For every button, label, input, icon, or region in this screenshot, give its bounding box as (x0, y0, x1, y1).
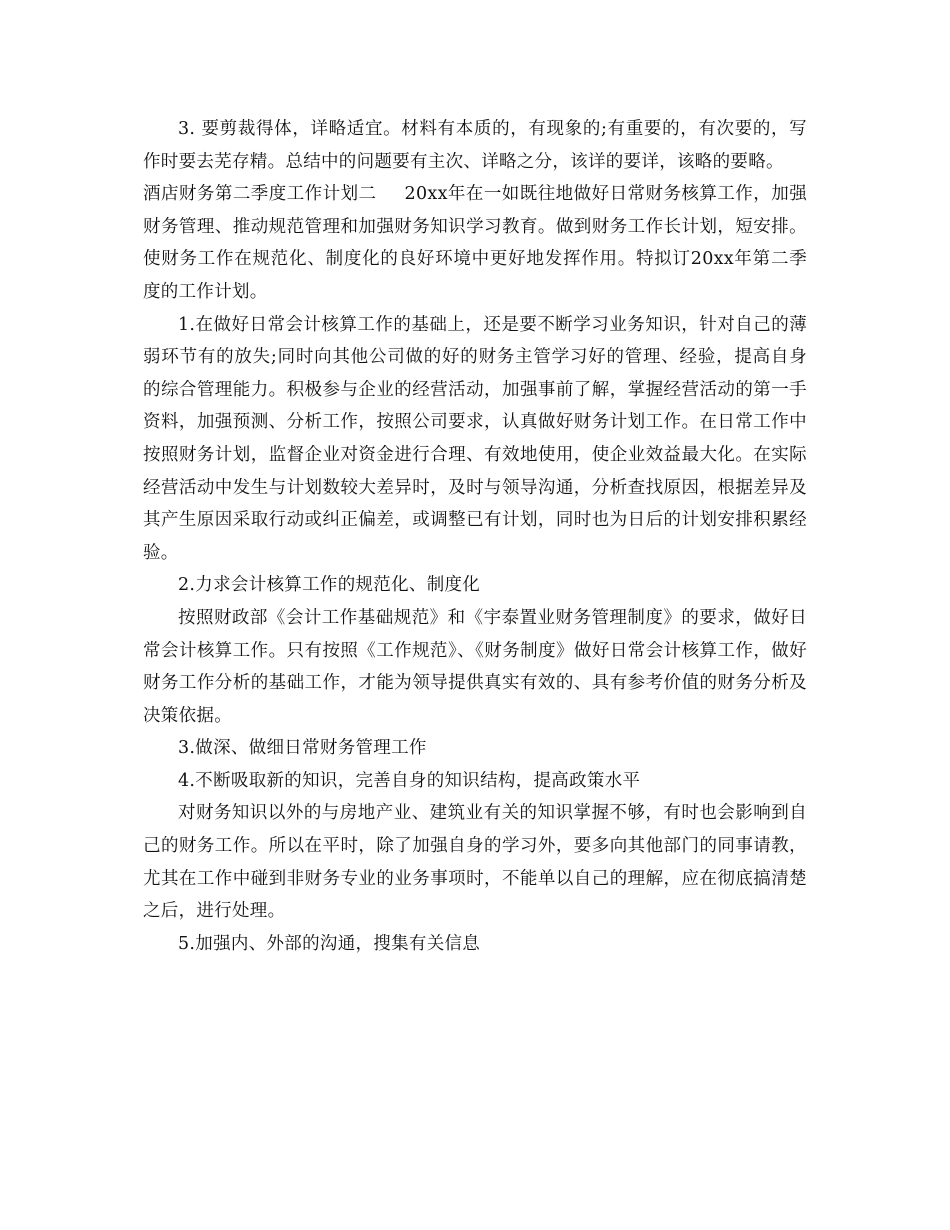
paragraph-item-1: 1.在做好日常会计核算工作的基础上，还是要不断学习业务知识，针对自己的薄弱环节有的放失;同时向其他公司做的好的财务主管学习好的管理、经验，提高自身的综合管理能力。积极参与企业的经营活动，加强事前了解，掌握经营活动的第一手资料，加强预测、分析工作，按照公司要求，认真做好财务计划工作。在日常工作中按照财务计划，监督企业对资金进行合理、有效地使用，使企业效益最大化。在实际经营活动中发生与计划数较大差异时，及时与领导沟通，分析查找原因，根据差异及其产生原因采取行动或纠正偏差，或调整已有计划，同时也为日后的计划安排积累经验。 (143, 314, 807, 563)
paragraph-item-5-heading: 5.加强内、外部的沟通，搜集有关信息 (178, 933, 481, 954)
paragraph-editing-tip: 3. 要剪裁得体，详略适宜。材料有本质的，有现象的;有重要的，有次要的，写作时要去芜存精。总结中的问题要有主次、详略之分，该详的要详，该略的要略。 (143, 119, 807, 172)
plan-intro-text: 20xx年在一如既往地做好日常财务核算工作，加强财务管理、推动规范管理和加强财务知识学习教育。做到财务工作长计划，短安排。使财务工作在规范化、制度化的良好环境中更好地发挥作用。特拟订20xx年第二季度的工作计划。 (143, 184, 807, 302)
paragraph-item-4-body: 对财务知识以外的与房地产业、建筑业有关的知识掌握不够，有时也会影响到自己的财务工作。所以在平时，除了加强自身的学习外，要多向其他部门的同事请教，尤其在工作中碰到非财务专业的业务事项时，不能单以自己的理解，应在彻底搞清楚之后，进行处理。 (143, 803, 807, 922)
paragraph-item-2-body: 按照财政部《会计工作基础规范》和《宇泰置业财务管理制度》的要求，做好日常会计核算工作。只有按照《工作规范》、《财务制度》做好日常会计核算工作，做好财务工作分析的基础工作，才能为领导提供真实有效的、具有参考价值的财务分析及决策依据。 (143, 607, 807, 726)
paragraph-plan-intro (143, 178, 807, 308)
section-title: 酒店财务第二季度工作计划二 (143, 184, 377, 205)
paragraph-item-2-heading: 2.力求会计核算工作的规范化、制度化 (178, 575, 481, 596)
paragraph-item-4-heading: 4.不断吸取新的知识，完善自身的知识结构，提高政策水平 (178, 770, 641, 791)
document-body (143, 113, 807, 960)
paragraph-item-3-heading: 3.做深、做细日常财务管理工作 (178, 738, 427, 759)
